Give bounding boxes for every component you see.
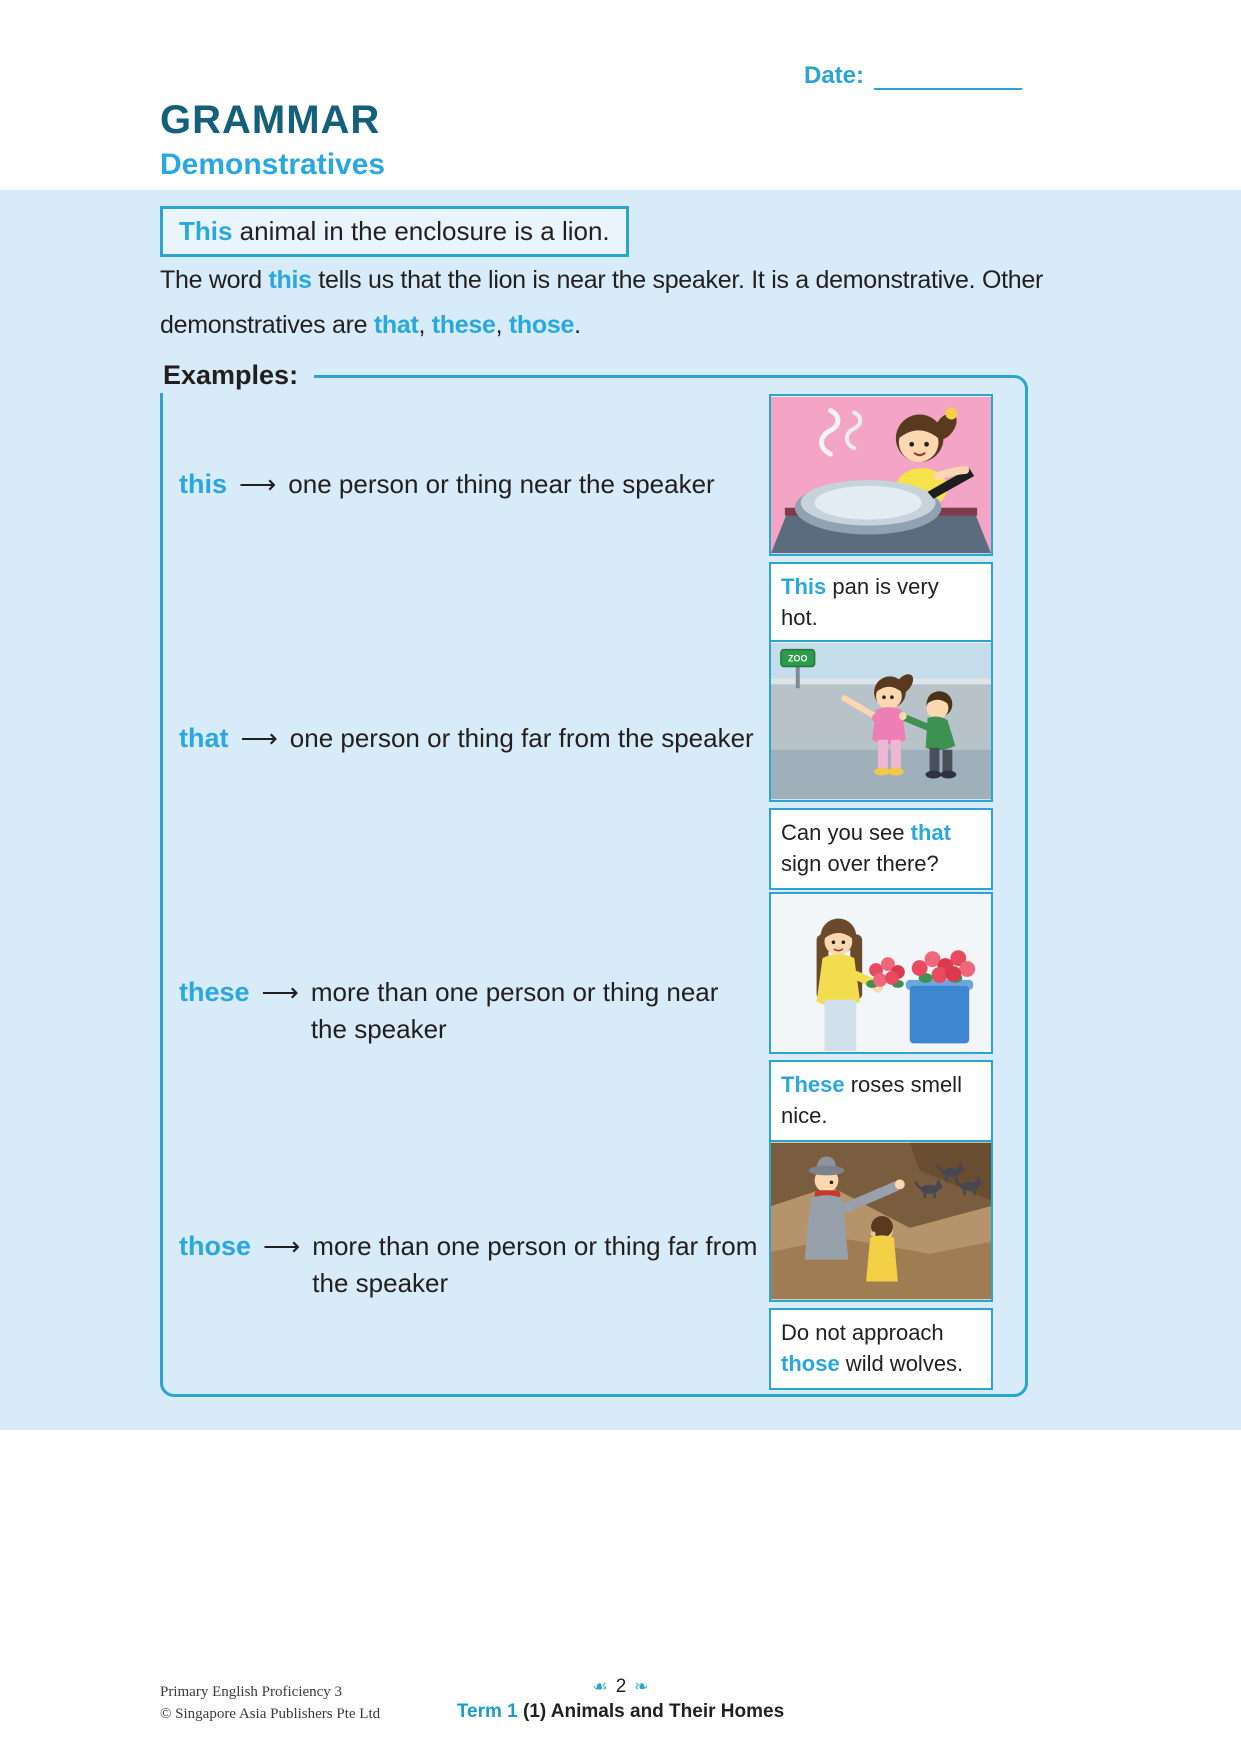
caption-text: roses smell nice.	[781, 1072, 962, 1128]
caption-text: sign over there?	[781, 850, 939, 876]
footer-term: Term 1	[456, 1701, 518, 1722]
page-subtitle: Demonstratives	[160, 148, 386, 181]
figure-these	[769, 892, 993, 1142]
intro-text: Other demonstratives are	[160, 266, 1043, 339]
figure-this	[769, 394, 993, 644]
figure-that	[769, 640, 993, 890]
demonstrative-word: that	[179, 723, 229, 753]
caption-text: Can you see	[781, 820, 911, 845]
intro-text: .	[574, 310, 581, 339]
example-row-this	[179, 466, 759, 503]
highlight-word: these	[431, 310, 496, 339]
footer-unit-title: (1) Animals and Their Homes	[517, 1701, 785, 1722]
demonstrative-description: one person or thing near the speaker	[288, 469, 715, 499]
footer-unit-row	[0, 1701, 1241, 1723]
caption-text: Do not approach	[781, 1320, 944, 1345]
date-row	[804, 62, 1022, 90]
woman-with-roses-illustration	[769, 892, 993, 1054]
woman-with-roses-icon	[771, 894, 991, 1052]
date-blank-line[interactable]	[874, 62, 1022, 90]
intro-text: ,	[495, 310, 509, 339]
figure-caption	[769, 562, 993, 644]
caption-text: pan is very hot.	[781, 574, 939, 630]
highlight-word: that	[910, 820, 951, 845]
example-sentence-box	[160, 206, 629, 257]
demonstrative-word: this	[179, 469, 228, 499]
arrow-icon: ⟶	[263, 1231, 301, 1261]
flourish-right-icon: ❧	[634, 1677, 649, 1696]
demonstrative-word: those	[179, 1231, 252, 1261]
flourish-left-icon: ☙	[592, 1677, 608, 1696]
example-row-those	[179, 1228, 759, 1302]
highlight-word: This	[781, 574, 827, 599]
girl-with-hot-pan-illustration	[769, 394, 993, 556]
page-number-row	[0, 1676, 1241, 1698]
footer-book-title: Primary English Proficiency 3	[160, 1684, 343, 1700]
figure-those	[769, 1140, 993, 1390]
examples-box	[160, 360, 1028, 1397]
arrow-icon: ⟶	[239, 469, 277, 499]
example-row-these	[179, 974, 759, 1048]
page-title: GRAMMAR	[160, 98, 381, 142]
demonstrative-word: these	[179, 977, 250, 1007]
figure-caption	[769, 1060, 993, 1142]
figure-caption	[769, 808, 993, 890]
man-and-boy-pointing-at-wolves-illustration	[769, 1140, 993, 1302]
highlight-word: This	[179, 216, 233, 246]
highlight-word: those	[508, 310, 575, 339]
arrow-icon: ⟶	[261, 977, 299, 1007]
demonstrative-description: one person or thing far from the speaker	[289, 723, 754, 753]
highlight-word: those	[781, 1350, 840, 1376]
children-pointing-at-zoo-sign-illustration	[769, 640, 993, 802]
highlight-word: These	[781, 1072, 845, 1097]
sentence-rest: animal in the enclosure is a lion.	[232, 216, 610, 246]
children-pointing-at-zoo-sign-icon	[771, 642, 991, 800]
intro-text: ,	[418, 310, 432, 339]
examples-label: Examples:	[160, 360, 314, 393]
intro-text: tells us that the lion is near the speaker. It is a demonstrative.	[311, 266, 982, 294]
demonstrative-description: more than one person or thing near the speaker	[310, 977, 719, 1044]
demonstrative-description: more than one person or thing far from the speaker	[312, 1231, 758, 1298]
intro-text: The word	[160, 266, 269, 294]
explanation-paragraph	[160, 258, 1140, 347]
page-number: 2	[615, 1676, 627, 1697]
highlight-word: that	[373, 310, 419, 339]
example-row-that	[179, 720, 759, 757]
zoo-sign-text: ZOO	[788, 653, 808, 664]
caption-text: wild wolves.	[839, 1350, 964, 1376]
highlight-word: this	[268, 266, 312, 294]
footer-center	[0, 1676, 1241, 1723]
date-label: Date:	[803, 62, 864, 89]
figure-caption	[769, 1308, 993, 1390]
girl-with-hot-pan-icon	[771, 396, 991, 554]
arrow-icon: ⟶	[240, 723, 278, 753]
man-and-boy-pointing-at-wolves-icon	[771, 1142, 991, 1300]
footer-publisher: © Singapore Asia Publishers Pte Ltd	[160, 1705, 381, 1722]
